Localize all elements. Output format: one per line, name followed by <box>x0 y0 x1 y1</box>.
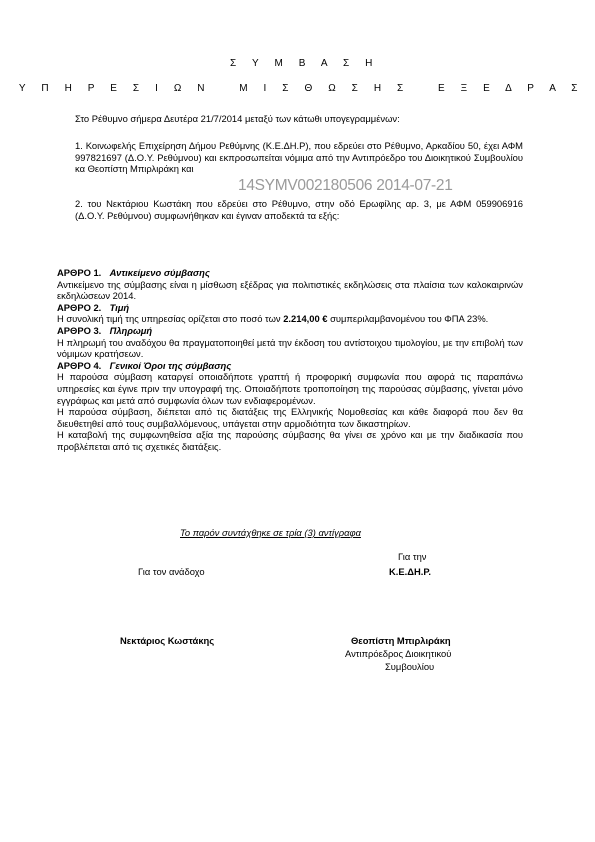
article-3-heading: Πληρωμή <box>109 324 153 336</box>
signature-right-role-1: Αντιπρόεδρος Διοικητικού <box>345 648 452 659</box>
party-2-text: 2. του Νεκτάριου Κωστάκη που εδρεύει στο Ρέθυμνο, στην οδό Ερωφίλης αρ. 3, με ΑΦΜ 059906916 (Δ.Ο.Υ. Ρεθύμνου) συμφωνήθηκαν και έγιναν αποδεκτά τα εξής: <box>75 198 523 221</box>
document-title: Σ Υ Μ Β Α Σ Η <box>230 58 379 69</box>
article-3-number: ΑΡΘΡΟ 3. <box>57 324 102 336</box>
intro-line: Στο Ρέθυμνο σήμερα Δευτέρα 21/7/2014 μεταξύ των κάτωθι υπογεγραμμένων: <box>75 113 400 124</box>
articles-section <box>57 267 523 453</box>
signature-right-role-2: Συμβουλίου <box>385 661 435 672</box>
article-2-text-before: Η συνολική τιμή της υπηρεσίας ορίζεται στο ποσό των <box>57 313 284 325</box>
document-subtitle: Υ Π Η Ρ Ε Σ Ι Ω Ν Μ Ι Σ Θ Ω Σ Η Σ Ε Ξ Ε Δ Ρ Α Σ <box>18 83 585 94</box>
article-2-text <box>57 313 523 325</box>
article-2-number: ΑΡΘΡΟ 2. <box>57 301 102 313</box>
article-2-heading: Τιμή <box>109 301 130 313</box>
article-2-text-after: συμπεριλαμβανομένου του ΦΠΑ 23%. <box>327 313 489 325</box>
signature-right-label-2: Κ.Ε.ΔΗ.Ρ. <box>389 566 432 577</box>
signature-right-name: Θεοπίστη Μπιρλιράκη <box>351 635 451 646</box>
article-1-header <box>57 267 523 279</box>
contract-amount: 2.214,00 € <box>283 313 328 325</box>
party-1-text: 1. Κοινωφελής Επιχείρηση Δήμου Ρεθύμνης (Κ.Ε.ΔΗ.Ρ), που εδρεύει στο Ρέθυμνο, Αρκαδίου 50, έχει ΑΦΜ 997821697 (Δ.Ο.Υ. Ρεθύμνου) και εκπροσωπείται νόμιμα από την Αντιπρόεδρο του Διοικητικού Συμβουλίου κα Θεοπίστη Μπιρλιράκη και <box>75 140 523 175</box>
signature-left-name: Νεκτάριος Κωστάκης <box>120 635 215 646</box>
article-4-paragraph-1: Η παρούσα σύμβαση καταργεί οποιαδήποτε γραπτή ή προφορική συμφωνία που αφορά τις παραπάνω υπηρεσίες και έγινε πριν την υπογραφή της. Οποιαδήποτε τροποποίηση της παρούσας σύμβασης, γίνεται μόνο εγγράφως και μετά από συμφωνία όλων των ενδιαφερομένων. <box>57 371 523 406</box>
article-1-number: ΑΡΘΡΟ 1. <box>57 267 102 278</box>
signature-right-label-1: Για την <box>398 551 427 562</box>
article-1-text: Αντικείμενο της σύμβασης είναι η μίσθωση εξέδρας για πολιτιστικές εκδηλώσεις στα πλαίσια των καλοκαιρινών εκδηλώσεων 2014. <box>57 278 523 302</box>
article-4-number: ΑΡΘΡΟ 4. <box>57 359 102 371</box>
registry-stamp: 14SYMV002180506 2014-07-21 <box>238 177 453 194</box>
article-4-paragraph-2: Η παρούσα σύμβαση, διέπεται από τις διατάξεις της Ελληνικής Νομοθεσίας και κάθε διαφορά που δεν θα διευθετηθεί από τους συμβαλλόμενους, υπάγεται στην αρμοδιότητα των δικαστηρίων. <box>57 406 523 429</box>
signature-left-label: Για τον ανάδοχο <box>138 566 205 577</box>
article-4-header <box>57 360 523 372</box>
article-4-paragraph-3: Η καταβολή της συμφωνηθείσα αξία της παρούσης σύμβασης θα γίνει σε χρόνο και με την διαδικασία που προβλέπεται από τις σχετικές διατάξεις. <box>57 429 523 452</box>
article-4-heading: Γενικοί Όροι της σύμβασης <box>109 359 232 371</box>
article-1-heading: Αντικείμενο σύμβασης <box>109 267 210 278</box>
copies-note: Το παρόν συντάχθηκε σε τρία (3) αντίγραφα <box>180 527 361 538</box>
article-3-text: Η πληρωμή του αναδόχου θα πραγματοποιηθεί μετά την έκδοση του αντίστοιχου τιμολογίου, με την επιβολή των νόμιμων κρατήσεων. <box>57 336 523 360</box>
article-2-header <box>57 302 523 314</box>
article-3-header <box>57 325 523 337</box>
